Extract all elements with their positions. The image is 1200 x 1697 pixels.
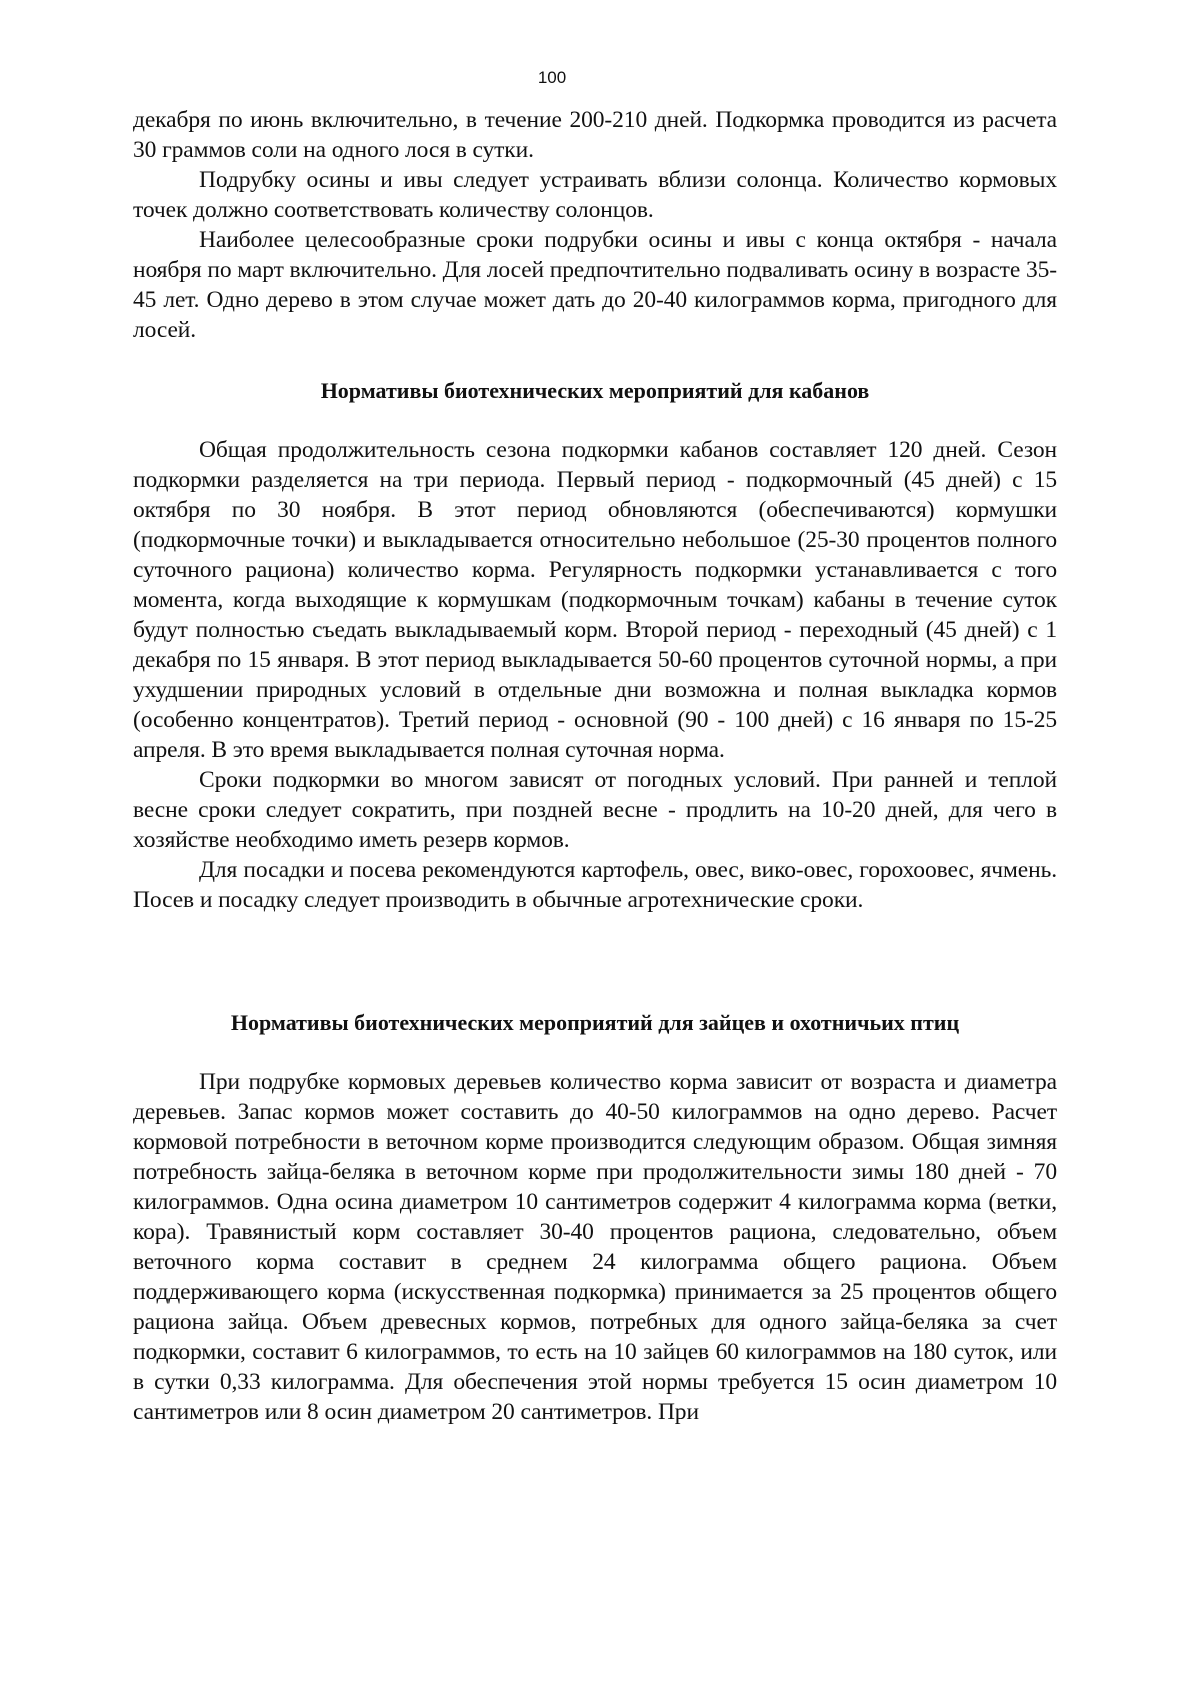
boar-feeding-text — [133, 435, 1057, 915]
hare-feeding-text — [133, 1067, 1057, 1427]
section-heading-hares-birds: Нормативы биотехнических мероприятий для зайцев и охотничьих птиц — [230, 1010, 960, 1035]
page-number: 100 — [537, 68, 567, 87]
paragraph: При подрубке кормовых деревьев количество корма зависит от возраста и диаметра деревьев. Запас кормов может составить до 40-50 килограммов на одно дерево. Расчет кормовой потребности в веточном корме производится следующим образом. Общая зимняя потребность зайца-беляка в веточном корме при продолжительности зимы 180 дней - 70 килограммов. Одна осина диаметром 10 сантиметров содержит 4 килограмма корма (ветки, кора). Травянистый корм составляет 30-40 процентов рациона, следовательно, объем веточного корма составит в среднем 24 килограмма общего рациона. Объем поддерживающего корма (искусственная подкормка) принимается за 25 процентов общего рациона зайца. Объем древесных кормов, потребных для одного зайца-беляка за счет подкормки, составит 6 килограммов, то есть на 10 зайцев 60 килограммов на 180 суток, или в сутки 0,33 килограмма. Для обеспечения этой нормы требуется 15 осин диаметром 10 сантиметров или 8 осин диаметром 20 сантиметров. При — [133, 1069, 1057, 1425]
moose-feeding-text — [133, 105, 1057, 345]
paragraph: Подрубку осины и ивы следует устраивать вблизи солонца. Количество кормовых точек должно соответствовать количеству солонцов. — [133, 167, 1057, 223]
paragraph: Наиболее целесообразные сроки подрубки осины и ивы с конца октября - начала ноября по март включительно. Для лосей предпочтительно подваливать осину в возрасте 35-45 лет. Одно дерево в этом случае может дать до 20-40 килограммов корма, пригодного для лосей. — [133, 227, 1057, 343]
paragraph: Сроки подкормки во многом зависят от погодных условий. При ранней и теплой весне сроки следует сократить, при поздней весне - продлить на 10-20 дней, для чего в хозяйстве необходимо иметь резерв кормов. — [133, 767, 1057, 853]
paragraph: Для посадки и посева рекомендуются картофель, овес, вико-овес, горохоовес, ячмень. Посев и посадку следует производить в обычные агротехнические сроки. — [133, 857, 1057, 913]
section-heading-boars: Нормативы биотехнических мероприятий для кабанов — [320, 378, 870, 403]
paragraph: декабря по июнь включительно, в течение 200-210 дней. Подкормка проводится из расчета 30 граммов соли на одного лося в сутки. — [133, 107, 1057, 163]
paragraph: Общая продолжительность сезона подкормки кабанов составляет 120 дней. Сезон подкормки разделяется на три периода. Первый период - подкормочный (45 дней) с 15 октября по 30 ноября. В этот период обновляются (обеспечиваются) кормушки (подкормочные точки) и выкладывается относительно небольшое (25-30 процентов полного суточного рациона) количество корма. Регулярность подкормки устанавливается с того момента, когда выходящие к кормушкам (подкормочным точкам) кабаны в течение суток будут полностью съедать выкладываемый корм. Второй период - переходный (45 дней) с 1 декабря по 15 января. В этот период выкладывается 50-60 процентов суточной нормы, а при ухудшении природных условий в отдельные дни возможна и полная выкладка кормов (особенно концентратов). Третий период - основной (90 - 100 дней) с 16 января по 15-25 апреля. В это время выкладывается полная суточная норма. — [133, 437, 1057, 763]
